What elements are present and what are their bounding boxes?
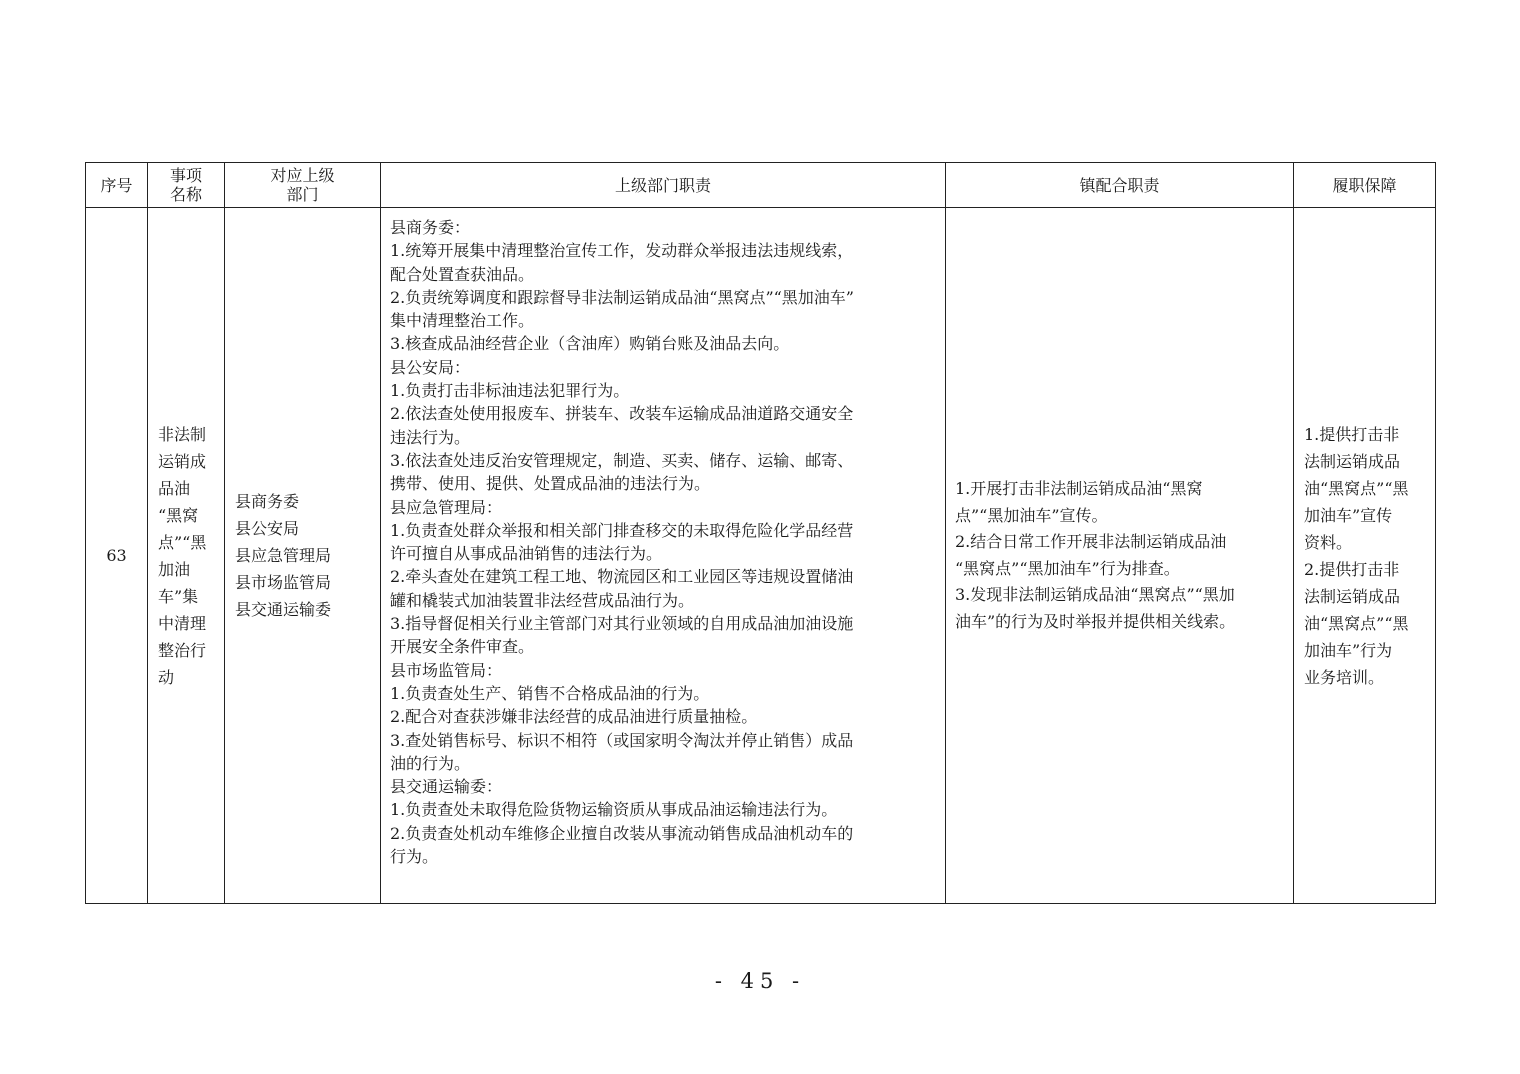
upper-duty-line: 1.负责查处生产、销售不合格成品油的行为。	[390, 683, 710, 703]
item-name-line: 运销成	[158, 451, 207, 471]
guarantee-line: 2.提供打击非	[1304, 559, 1400, 579]
upper-duty-line: 携带、使用、提供、处置成品油的违法行为。	[390, 474, 711, 494]
upper-duty-line: 3.依法查处违反治安管理规定，制造、买卖、储存、运输、邮寄、	[390, 450, 854, 470]
item-name-line: 整治行	[158, 640, 207, 660]
table-header-row	[86, 163, 1436, 208]
header-dept	[225, 163, 381, 208]
header-dept-line1: 对应上级	[270, 166, 335, 185]
guarantee-line: 加油车”宣传	[1304, 505, 1393, 525]
guarantee-cell	[1294, 208, 1436, 904]
guarantee-line: 加油车”行为	[1304, 640, 1393, 660]
dept-name-line: 县商务委	[235, 492, 300, 511]
town-duty-line: 2.结合日常工作开展非法制运销成品油	[955, 532, 1227, 551]
header-item-line1: 事项	[169, 166, 202, 185]
dept-cell	[225, 208, 381, 904]
header-item	[148, 163, 225, 208]
upper-duty-line: 3.核查成品油经营企业（含油库）购销台账及油品去向。	[390, 334, 790, 354]
dept-name-line: 县交通运输委	[235, 600, 332, 619]
upper-duty-line: 集中清理整治工作。	[390, 311, 535, 331]
upper-duty-line: 县市场监管局：	[390, 660, 503, 680]
upper-duty-line: 县商务委：	[390, 218, 471, 237]
upper-duty-line: 行为。	[390, 847, 439, 867]
upper-duty-line: 违法行为。	[390, 427, 471, 447]
header-upper-duties: 上级部门职责	[381, 163, 946, 208]
upper-duty-line: 2.依法查处使用报废车、拼装车、改装车运输成品油道路交通安全	[390, 404, 854, 424]
guarantee-line: 业务培训。	[1304, 667, 1385, 687]
item-name-line: 非法制	[158, 424, 207, 444]
upper-duty-line: 县交通运输委：	[390, 777, 503, 797]
guarantee-line: 资料。	[1304, 532, 1353, 552]
guarantee-line: 法制运销成品	[1304, 451, 1401, 471]
guarantee-line: 油“黑窝点”“黑	[1304, 613, 1409, 633]
guarantee-line: 油“黑窝点”“黑	[1304, 478, 1409, 498]
duty-table	[85, 162, 1436, 904]
town-duty-line: “黑窝点”“黑加油车”行为排查。	[955, 558, 1180, 578]
upper-duty-line: 许可擅自从事成品油销售的违法行为。	[390, 544, 663, 564]
upper-duties-cell	[381, 208, 946, 904]
item-name-line: 加油	[158, 559, 191, 579]
upper-duty-line: 3.查处销售标号、标识不相符（或国家明令淘汰并停止销售）成品	[390, 730, 854, 750]
item-name-line: 车”集	[158, 586, 199, 606]
upper-duty-line: 开展安全条件审查。	[390, 637, 535, 657]
guarantee-line: 1.提供打击非	[1304, 424, 1400, 444]
item-name-line: 品油	[158, 478, 191, 498]
town-duty-line: 3.发现非法制运销成品油“黑窝点”“黑加	[955, 585, 1235, 604]
upper-duty-line: 配合处置查获油品。	[390, 264, 535, 284]
upper-duty-line: 1.负责查处群众举报和相关部门排查移交的未取得危险化学品经营	[390, 520, 854, 540]
upper-duty-line: 罐和橇装式加油装置非法经营成品油行为。	[390, 590, 695, 610]
upper-duty-line: 2.负责查处机动车维修企业擅自改装从事流动销售成品油机动车的	[390, 823, 854, 843]
upper-duty-line: 县应急管理局：	[390, 497, 503, 517]
upper-duty-line: 1.负责查处未取得危险货物运输资质从事成品油运输违法行为。	[390, 800, 838, 820]
town-duty-line: 油车”的行为及时举报并提供相关线索。	[955, 611, 1236, 631]
item-name-cell	[148, 208, 225, 904]
page-number: - 45 -	[714, 969, 806, 993]
upper-duty-line: 3.指导督促相关行业主管部门对其行业领域的自用成品油加油设施	[390, 614, 854, 634]
item-name-line: 动	[158, 667, 175, 687]
upper-duty-line: 2.配合对查获涉嫌非法经营的成品油进行质量抽检。	[390, 707, 758, 727]
upper-duty-line: 油的行为。	[390, 753, 471, 773]
upper-duty-line: 1.负责打击非标油违法犯罪行为。	[390, 381, 630, 401]
upper-duty-line: 2.牵头查处在建筑工程工地、物流园区和工业园区等违规设置储油	[390, 567, 854, 587]
item-name-line: “黑窝	[158, 505, 199, 525]
header-town-duties: 镇配合职责	[946, 163, 1294, 208]
guarantee-line: 法制运销成品	[1304, 586, 1401, 606]
header-item-line2: 名称	[169, 185, 202, 204]
header-guarantee: 履职保障	[1294, 163, 1436, 208]
dept-name-line: 县应急管理局	[235, 546, 332, 565]
row-number: 63	[86, 208, 148, 904]
header-no: 序号	[86, 163, 148, 208]
town-duties-cell	[946, 208, 1294, 904]
table-row	[86, 208, 1436, 904]
town-duty-line: 1.开展打击非法制运销成品油“黑窝	[955, 479, 1203, 498]
header-dept-line2: 部门	[286, 185, 319, 204]
upper-duty-line: 1.统筹开展集中清理整治宣传工作，发动群众举报违法违规线索，	[390, 241, 854, 261]
town-duty-line: 点”“黑加油车”宣传。	[955, 505, 1108, 525]
dept-name-line: 县市场监管局	[235, 573, 332, 592]
upper-duty-line: 2.负责统筹调度和跟踪督导非法制运销成品油“黑窝点”“黑加油车”	[390, 287, 854, 307]
item-name-line: 中清理	[158, 613, 207, 633]
item-name-line: 点”“黑	[158, 532, 207, 552]
upper-duty-line: 县公安局：	[390, 357, 471, 377]
dept-name-line: 县公安局	[235, 519, 300, 538]
